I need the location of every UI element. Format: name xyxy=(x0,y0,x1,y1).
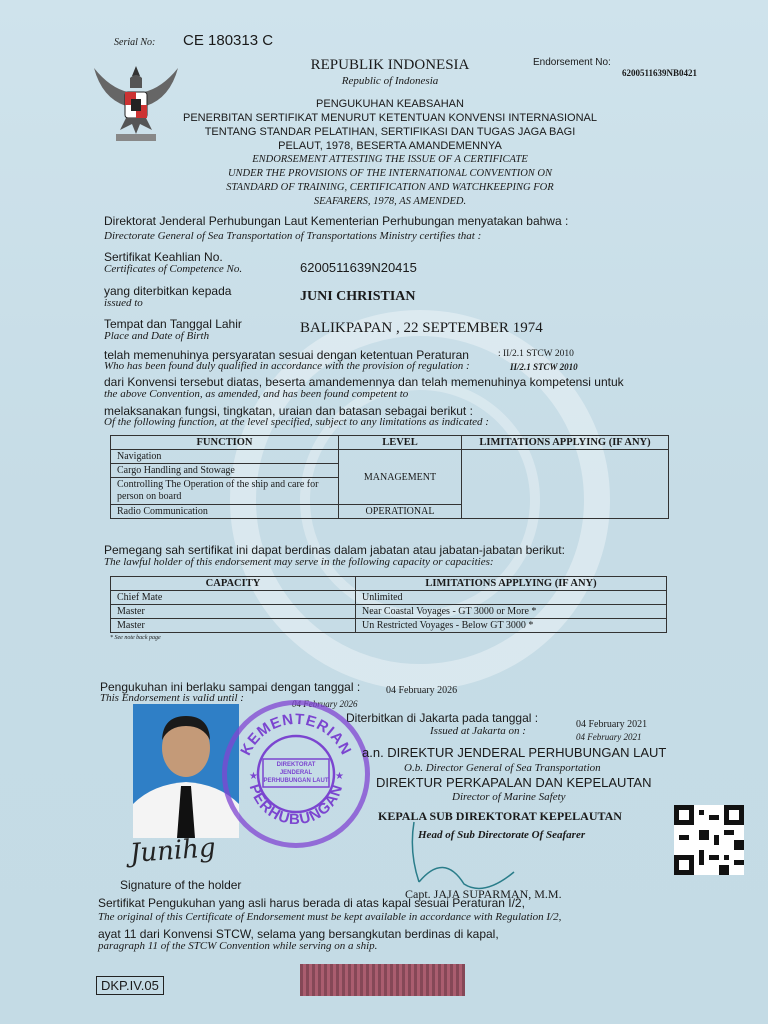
limitations-cell xyxy=(462,450,669,519)
capacity-en: The lawful holder of this endorsement may serve in the following capacity or capacities: xyxy=(104,556,494,568)
signatory-head: Head of Sub Directorate Of Seafarer xyxy=(418,829,586,841)
signatory-dir: DIREKTUR PERKAPALAN DAN KEPELAUTAN xyxy=(376,775,652,790)
header-id-line: TENTANG STANDAR PELATIHAN, SERTIFIKASI DAN TUGAS JAGA BAGI xyxy=(204,126,576,138)
capacity-cell: Master xyxy=(111,605,356,619)
see-note: * See note back page xyxy=(110,635,161,641)
holder-signature: Junihg xyxy=(129,833,217,869)
function-cell: Radio Communication xyxy=(111,505,339,519)
limitations-header: LIMITATIONS APPLYING (IF ANY) xyxy=(462,436,669,450)
footer-l1-id: Sertifikat Pengukuhan yang asli harus berada di atas kapal sesuai Peraturan I/2, xyxy=(98,896,525,910)
issued-label-en: issued to xyxy=(104,297,143,309)
security-strip xyxy=(300,964,465,996)
function-cell: Cargo Handling and Stowage xyxy=(111,464,339,478)
signature-label: Signature of the holder xyxy=(120,878,242,892)
footer-l1-en: The original of this Certificate of Endorsement must be kept available in accordance with Regulation I/2, xyxy=(98,911,562,923)
cert-label-en: Certificates of Competence No. xyxy=(104,263,243,275)
endorsement-value: 6200511639NB0421 xyxy=(622,68,698,78)
form-code: DKP.IV.05 xyxy=(96,976,164,995)
validity-en: This Endorsement is valid until : xyxy=(100,692,244,704)
req-line2-en: the above Convention, as amended, and has been found competent to xyxy=(104,388,409,400)
capacity-cell: Chief Mate xyxy=(111,591,356,605)
issued-date: 04 February 2021 xyxy=(576,719,648,730)
header-id-line: PELAUT, 1978, BESERTA AMANDEMENNYA xyxy=(278,140,502,152)
signatory-kepala: KEPALA SUB DIREKTORAT KEPELAUTAN xyxy=(378,809,622,823)
cap-limitations-header: LIMITATIONS APPLYING (IF ANY) xyxy=(356,577,667,591)
level-cell: MANAGEMENT xyxy=(339,450,462,505)
footer-l2-en: paragraph 11 of the STCW Convention while serving on a ship. xyxy=(98,940,378,952)
svg-text:★: ★ xyxy=(249,771,258,782)
stamp-bottom-text: PERHUBUNGAN xyxy=(245,781,347,829)
directorate-id: Direktorat Jenderal Perhubungan Laut Kementerian Perhubungan menyatakan bahwa : xyxy=(104,214,569,228)
svg-text:KEMENTERIAN xyxy=(237,711,354,758)
capacity-table xyxy=(110,576,667,633)
capacity-header: CAPACITY xyxy=(111,577,356,591)
header-en-line: SEAFARERS, 1978, AS AMENDED. xyxy=(313,196,467,207)
cert-value: 6200511639N20415 xyxy=(300,260,417,275)
req-line3-id: melaksanakan fungsi, tingkatan, uraian dan batasan sebagai berikut : xyxy=(104,404,473,418)
signatory-name: Capt. JAJA SUPARMAN, M.M. xyxy=(405,887,562,901)
req-line1-en: Who has been found duly qualified in accordance with the provision of regulation : xyxy=(104,360,470,372)
header-id-line: PENERBITAN SERTIFIKAT MENURUT KETENTUAN KONVENSI INTERNASIONAL xyxy=(183,112,597,124)
header-republik: REPUBLIK INDONESIA xyxy=(310,57,470,73)
level-cell: OPERATIONAL xyxy=(339,505,462,519)
directorate-en: Directorate General of Sea Transportation of Transportations Ministry certifies that : xyxy=(104,230,482,242)
validity-id: Pengukuhan ini berlaku sampai dengan tanggal : xyxy=(100,680,361,694)
svg-text:PERHUBUNGAN xyxy=(246,782,347,828)
holder-name: JUNI CHRISTIAN xyxy=(300,289,416,304)
capacity-limit-cell: Near Coastal Voyages - GT 3000 or More * xyxy=(356,605,667,619)
capacity-cell: Master xyxy=(111,619,356,633)
ministry-stamp xyxy=(222,700,370,848)
capacity-limit-cell: Unlimited xyxy=(356,591,667,605)
issued-place-id: Diterbitkan di Jakarta pada tanggal : xyxy=(346,711,539,725)
req-line1-id: telah memenuhinya persyaratan sesuai dengan ketentuan Peraturan xyxy=(104,348,469,362)
req-line2-id: dari Konvensi tersebut diatas, beserta amandemennya dan telah memenuhinya kompetensi untuk xyxy=(104,375,624,389)
endorsement-label: Endorsement No: xyxy=(533,57,611,68)
function-cell: Navigation xyxy=(111,450,339,464)
level-header: LEVEL xyxy=(339,436,462,450)
header-indonesian xyxy=(150,97,630,153)
function-cell: Controlling The Operation of the ship and care for person on board xyxy=(111,478,339,505)
header-en-line: ENDORSEMENT ATTESTING THE ISSUE OF A CERTIFICATE xyxy=(252,154,528,165)
header-republic: Republic of Indonesia xyxy=(341,75,439,87)
capacity-limit-cell: Un Restricted Voyages - Below GT 3000 * xyxy=(356,619,667,633)
birth-value: BALIKPAPAN , 22 SEPTEMBER 1974 xyxy=(300,320,543,336)
birth-label-en: Place and Date of Birth xyxy=(104,330,210,342)
signatory-dir-en: Director of Marine Safety xyxy=(452,791,566,803)
birth-label-id: Tempat dan Tanggal Lahir xyxy=(104,317,242,331)
cert-label-id: Sertifikat Keahlian No. xyxy=(104,250,223,264)
qr-code-icon xyxy=(674,805,744,875)
header-id-line: PENGUKUHAN KEABSAHAN xyxy=(316,98,464,110)
function-header: FUNCTION xyxy=(111,436,339,450)
capacity-id: Pemegang sah sertifikat ini dapat berdinas dalam jabatan atau jabatan-jabatan berikut: xyxy=(104,543,565,557)
req-reg-id: : II/2.1 STCW 2010 xyxy=(498,349,574,359)
req-reg-en: II/2.1 STCW 2010 xyxy=(510,362,578,372)
header-en-line: UNDER THE PROVISIONS OF THE INTERNATIONAL CONVENTION ON xyxy=(227,168,553,179)
signatory-ob: O.b. Director General of Sea Transportation xyxy=(404,762,601,774)
validity-value: 04 February 2026 xyxy=(386,685,458,696)
header-english xyxy=(150,153,630,209)
validity-value-en: 04 February 2026 xyxy=(292,699,358,709)
req-line3-en: Of the following function, at the level specified, subject to any limitations as indicated : xyxy=(104,416,489,428)
footer-l2-id: ayat 11 dari Konvensi STCW, selama yang bersangkutan berdinas di kapal, xyxy=(98,927,499,941)
serial-label: Serial No: xyxy=(114,37,156,48)
serial-value: CE 180313 C xyxy=(183,32,274,49)
signatory-an: a.n. DIREKTUR JENDERAL PERHUBUNGAN LAUT xyxy=(362,745,667,760)
issued-label-id: yang diterbitkan kepada xyxy=(104,284,232,298)
svg-text:★: ★ xyxy=(335,771,344,782)
header-en-line: STANDARD OF TRAINING, CERTIFICATION AND WATCHKEEPING FOR xyxy=(226,182,554,193)
stamp-inner-text: DIREKTORAT JENDERAL PERHUBUNGAN LAUT xyxy=(263,762,329,784)
stamp-top-text: KEMENTERIAN xyxy=(237,710,355,759)
issued-date-en: 04 February 2021 xyxy=(576,732,642,742)
issued-place-en: Issued at Jakarta on : xyxy=(430,725,526,737)
function-table xyxy=(110,435,669,519)
